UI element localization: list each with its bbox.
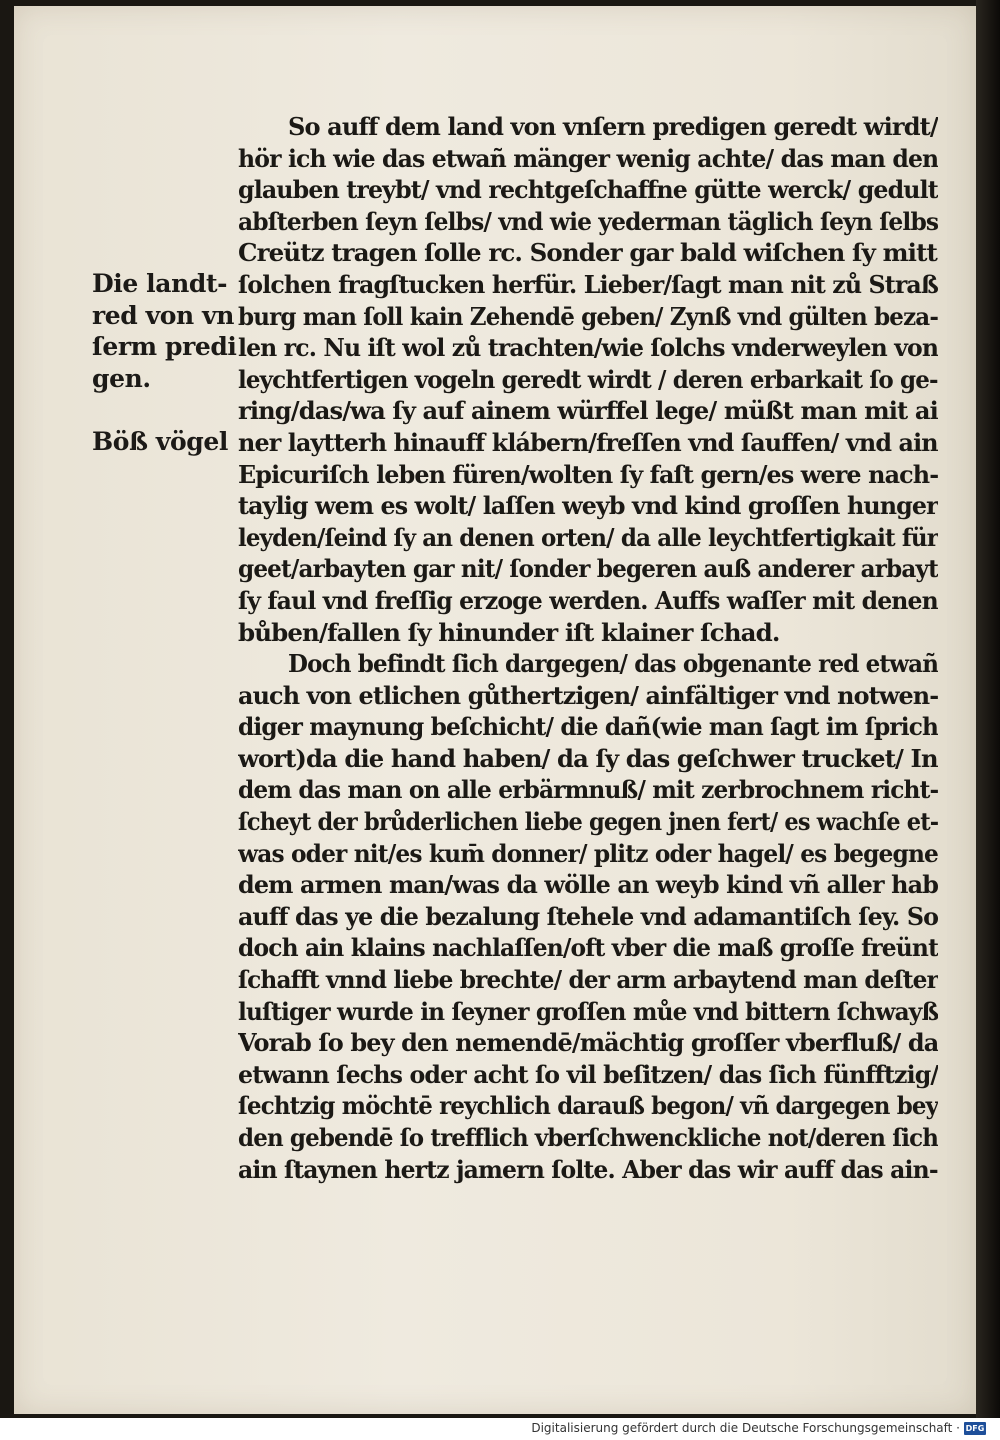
text-line: dem das man on alle erbärmnuß/ mit zerbrochnem richt- <box>238 775 938 805</box>
text-line: ſy faul vnd freſſig erzoge werden. Auffs waſſer mit denen <box>238 585 938 615</box>
margin-note-landtred <box>92 268 237 394</box>
text-line: Doch befindt ſich dargegen/ das obgenante red etwañ <box>288 649 938 679</box>
text-line: abſterben ſeyn ſelbs/ vnd wie yederman täglich ſeyn ſelbs <box>238 206 938 236</box>
book-spine <box>976 0 1000 1418</box>
text-line: ring/das/wa ſy auf ainem würffel lege/ müßt man mit ai <box>238 396 938 426</box>
text-line: leychtfertigen vogeln geredt wirdt / deren erbarkait ſo ge- <box>238 364 938 394</box>
margin-notes <box>92 268 237 490</box>
text-line: wort)da die hand haben/ da ſy das geſchwer trucket/ In <box>238 743 938 773</box>
text-line: auch von etlichen gůthertzigen/ ainfältiger vnd notwen- <box>238 680 938 710</box>
margin-note-line: gen. <box>92 363 151 393</box>
main-text-block <box>238 111 938 1185</box>
text-line: was oder nit/es kum̄ donner/ plitz oder hagel/ es begegne <box>238 838 938 868</box>
text-line: auff das ye die bezalung ſtehele vnd adamantiſch ſey. So <box>238 901 938 931</box>
text-line: len rc. Nu iſt wol zů trachten/wie ſolchs vnderweylen von <box>238 333 938 363</box>
dfg-credit-text: Digitalisierung gefördert durch die Deutsche Forschungsgemeinschaft · <box>531 1421 960 1435</box>
margin-note-line: Die landt- <box>92 269 228 298</box>
text-line: ſolchen fragſtucken herfür. Lieber/ſagt man nit zů Straß <box>238 269 938 299</box>
text-line: ſchafft vnnd liebe brechte/ der arm arbaytend man deſter <box>238 965 938 995</box>
margin-note-boess-voegel <box>92 426 232 458</box>
margin-note-line: ſerm predi <box>92 332 237 361</box>
text-line: Creütz tragen ſolle rc. Sonder gar bald wiſchen ſy mitt <box>238 238 937 268</box>
text-line: ſcheyt der brůderlichen liebe gegen jnen fert/ es wachſe et- <box>238 807 938 837</box>
text-line: doch ain klains nachlaſſen/oft vber die maß groſſe freünt <box>238 933 938 963</box>
margin-note-line: Böß vögel <box>92 427 228 456</box>
text-line: geet/arbayten gar nit/ ſonder begeren auß anderer arbayt <box>238 554 938 584</box>
text-line: ain ſtaynen hertz jamern ſolte. Aber das wir auff das ain- <box>238 1154 938 1184</box>
text-line: Epicuriſch leben füren/wolten ſy faſt gern/es were nach- <box>238 459 938 489</box>
text-line: ſechtzig möchtē reychlich darauß begon/ vñ dargegen bey <box>238 1091 938 1121</box>
dfg-logo-icon: DFG <box>965 1424 985 1433</box>
text-line: bůben/fallen ſy hinunder iſt klainer ſchad. <box>238 617 780 647</box>
text-line: etwann ſechs oder acht ſo vil beſitzen/ das ſich fünfftzig/ <box>238 1059 938 1089</box>
text-line: dem armen man/was da wölle an weyb kind vñ aller hab <box>238 870 938 900</box>
text-line: glauben treybt/ vnd rechtgeſchaffne gütte werck/ gedult <box>238 175 938 205</box>
text-line: So auff dem land von vnſern predigen geredt wirdt/ <box>288 112 938 141</box>
text-line: hör ich wie das etwañ mänger wenig achte/ das man den <box>238 143 938 173</box>
margin-note-line: red von vn <box>92 300 235 330</box>
text-line: Vorab ſo bey den nemendē/mächtig groſſer vberfluß/ da <box>238 1028 938 1058</box>
text-line: luſtiger wurde in ſeyner groſſen můe vnd bittern ſchwayß <box>238 996 938 1026</box>
text-line: burg man ſoll kain Zehendē geben/ Zynß vnd gülten beza- <box>238 301 938 331</box>
text-line: ner laytterh hinauff klábern/freſſen vnd ſauffen/ vnd ain <box>238 427 938 457</box>
text-line: diger maynung beſchicht/ die dañ(wie man ſagt im ſprich <box>238 712 938 742</box>
text-line: den gebendē ſo trefflich vberſchwenckliche not/deren ſich <box>238 1123 938 1152</box>
text-line: leyden/ſeind ſy an denen orten/ da alle leychtfertigkait für <box>238 522 938 552</box>
text-line: taylig wem es wolt/ laſſen weyb vnd kind groſſen hunger <box>238 491 938 521</box>
